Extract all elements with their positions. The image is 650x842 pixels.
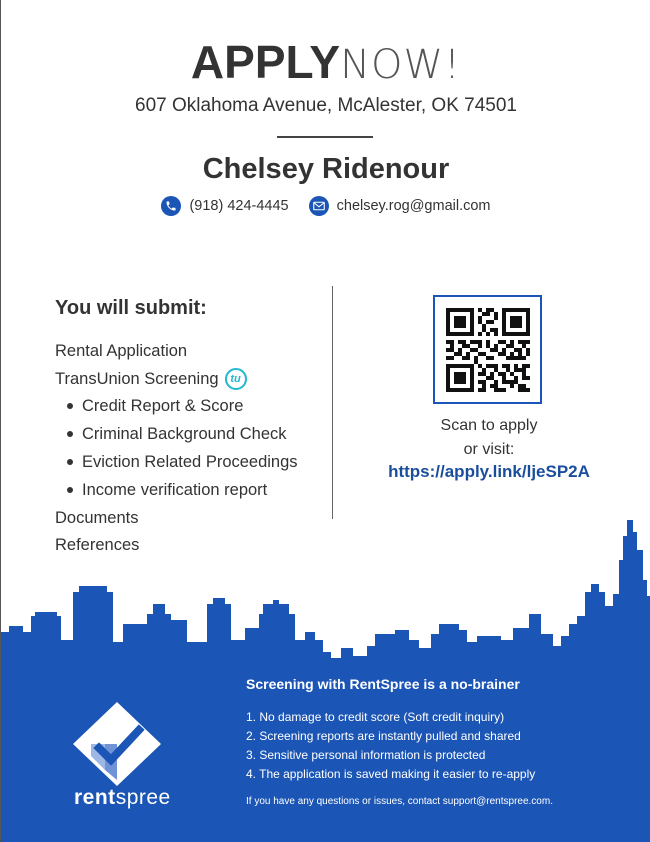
benefit-item: 2. Screening reports are instantly pulled and shared bbox=[246, 729, 521, 743]
list-item-label: Criminal Background Check bbox=[82, 425, 287, 444]
bullet-icon bbox=[67, 487, 73, 493]
bullet-icon bbox=[67, 459, 73, 465]
rentspree-wordmark bbox=[74, 786, 171, 810]
scan-instructions bbox=[391, 414, 587, 462]
phone-icon bbox=[161, 196, 181, 216]
page-title bbox=[1, 38, 650, 89]
column-divider bbox=[332, 286, 333, 519]
list-item-label: Eviction Related Proceedings bbox=[82, 453, 298, 472]
list-item-label: Rental Application bbox=[55, 341, 188, 360]
email-icon bbox=[309, 196, 329, 216]
list-item-label: TransUnion Screening bbox=[55, 369, 219, 388]
list-item bbox=[55, 448, 298, 476]
list-item-label: Income verification report bbox=[82, 480, 268, 499]
list-item bbox=[55, 337, 298, 365]
benefit-item: 1. No damage to credit score (Soft credit inquiry) bbox=[246, 710, 505, 724]
list-item-label: References bbox=[55, 536, 140, 555]
title-now: NOW! bbox=[340, 42, 462, 88]
list-item bbox=[55, 393, 298, 421]
agent-name: Chelsey Ridenour bbox=[202, 153, 450, 185]
benefits-list bbox=[246, 708, 535, 784]
qr-code-icon bbox=[446, 308, 530, 392]
rentspree-logo bbox=[69, 700, 169, 793]
contact-row bbox=[1, 196, 650, 216]
rentspree-logo-icon bbox=[69, 700, 165, 788]
apply-link[interactable]: https://apply.link/ljeSP2A bbox=[388, 462, 590, 481]
list-item bbox=[55, 365, 298, 393]
logo-rent: rent bbox=[74, 786, 116, 809]
list-item bbox=[55, 420, 298, 448]
list-item-label: Credit Report & Score bbox=[82, 397, 244, 416]
bullet-icon bbox=[67, 403, 73, 409]
email-address: chelsey.rog@gmail.com bbox=[336, 198, 491, 214]
screening-title: Screening with RentSpree is a no-brainer bbox=[246, 676, 520, 692]
submit-heading: You will submit: bbox=[55, 297, 207, 319]
qr-code[interactable] bbox=[433, 295, 542, 404]
support-text: If you have any questions or issues, contact support@rentspree.com. bbox=[246, 796, 553, 807]
email-contact[interactable] bbox=[309, 196, 491, 216]
property-address: 607 Oklahoma Avenue, McAlester, OK 74501 bbox=[135, 95, 517, 116]
phone-number: (918) 424-4445 bbox=[189, 198, 289, 214]
benefit-item: 4. The application is saved making it easier to re-apply bbox=[246, 767, 536, 781]
scan-line-1: Scan to apply bbox=[440, 417, 538, 434]
phone-contact[interactable] bbox=[161, 196, 288, 216]
benefit-item: 3. Sensitive personal information is protected bbox=[246, 748, 486, 762]
title-apply: APPLY bbox=[190, 36, 341, 88]
logo-spree: spree bbox=[115, 786, 171, 809]
header-divider bbox=[277, 136, 373, 138]
list-item bbox=[55, 476, 298, 504]
bullet-icon bbox=[67, 431, 73, 437]
transunion-logo-icon: tu bbox=[225, 368, 247, 390]
scan-line-2: or visit: bbox=[463, 441, 515, 458]
list-item-label: Documents bbox=[55, 508, 139, 527]
